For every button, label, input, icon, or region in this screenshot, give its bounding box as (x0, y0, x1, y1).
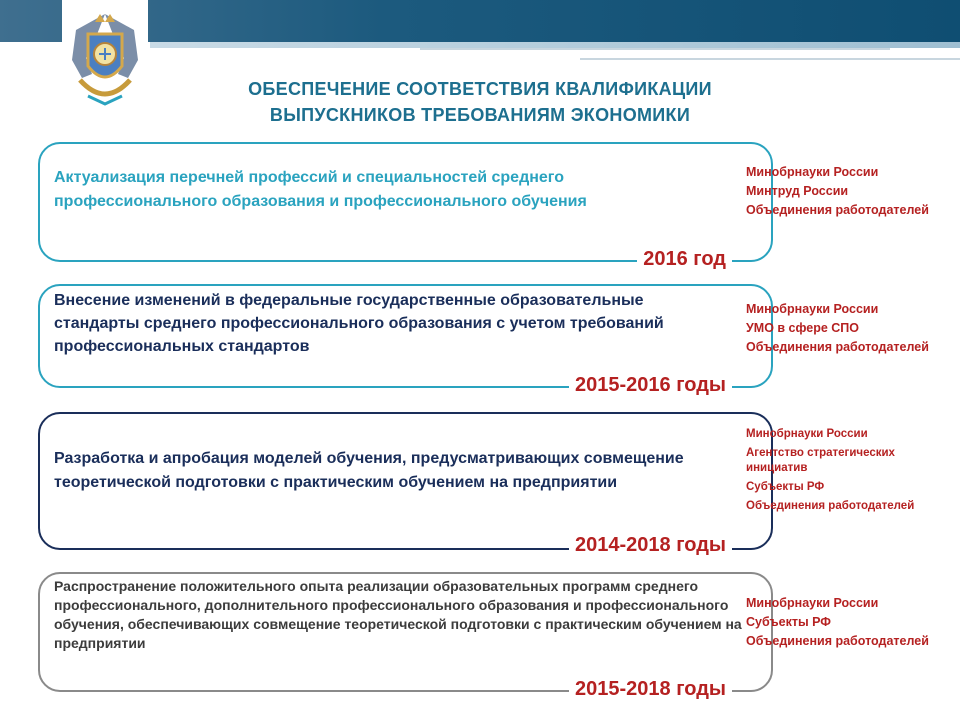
measure-year: 2016 год (637, 248, 732, 271)
org-item: Объединения работодателей (746, 634, 929, 648)
org-item: Объединения работодателей (746, 203, 929, 217)
org-item: Минобрнауки России (746, 165, 879, 179)
org-item: Объединения работодателей (746, 500, 915, 512)
measure-text: Разработка и апробация моделей обучения, предусматривающих совмещение теоретической подготовки с практическим обучением на предприятии (54, 450, 684, 491)
responsible-orgs (746, 427, 951, 518)
responsible-orgs (746, 302, 951, 359)
org-item: Субъекты РФ (746, 615, 831, 629)
measure-year: 2015-2018 годы (569, 678, 732, 701)
org-item: Субъекты РФ (746, 481, 825, 493)
measure-year: 2015-2016 годы (569, 374, 732, 397)
title-line-2: ВЫПУСКНИКОВ ТРЕБОВАНИЯМ ЭКОНОМИКИ (269, 105, 691, 125)
measure-text: Внесение изменений в федеральные государственные образовательные стандарты среднего профессионального образования с учетом требований профессиональных стандартов (54, 292, 664, 355)
measure-year: 2014-2018 годы (569, 534, 732, 557)
org-item: Минобрнауки России (746, 428, 868, 440)
org-item: Агентство стратегических инициатив (746, 447, 895, 474)
measure-text: Актуализация перечней профессий и специальностей среднего профессионального образования и профессионального обучения (54, 169, 587, 210)
responsible-orgs (746, 165, 951, 222)
divider-line (420, 48, 890, 50)
org-item: Минтруд России (746, 184, 849, 198)
org-item: Минобрнауки России (746, 596, 879, 610)
divider-line (580, 58, 960, 60)
coat-of-arms-icon (62, 0, 148, 108)
org-item: Объединения работодателей (746, 340, 929, 354)
org-item: Минобрнауки России (746, 302, 879, 316)
org-item: УМО в сфере СПО (746, 321, 860, 335)
page-title (150, 76, 810, 128)
title-line-1: ОБЕСПЕЧЕНИЕ СООТВЕТСТВИЯ КВАЛИФИКАЦИИ (248, 79, 712, 99)
responsible-orgs (746, 596, 951, 653)
measure-text: Распространение положительного опыта реализации образовательных программ среднего профессионального, дополнительного профессионального образования и профессионального обучения, обеспечивающих совмещение теоретической подготовки с практическим обучением на предприятии (54, 578, 742, 651)
